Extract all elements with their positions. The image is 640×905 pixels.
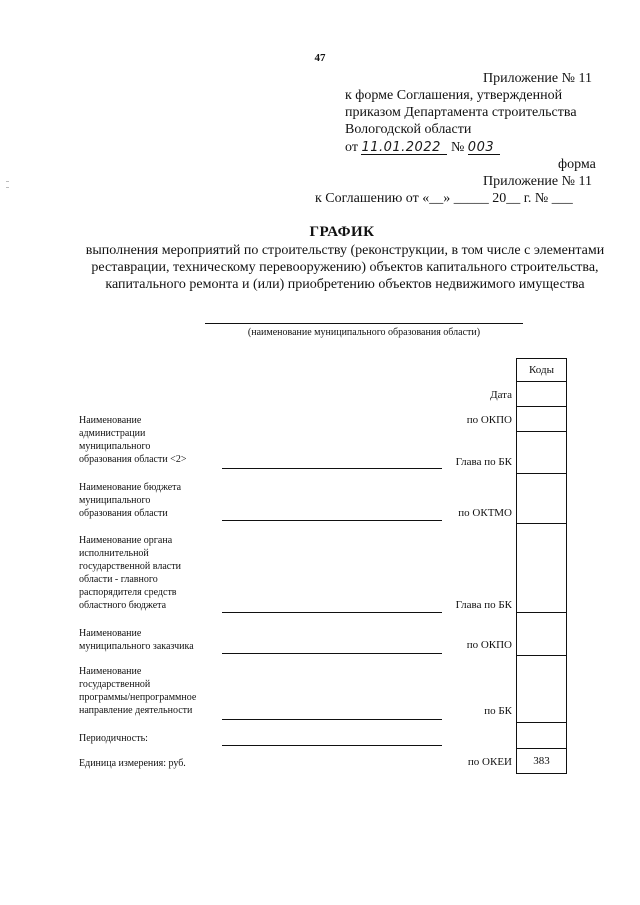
handwritten-number: 003 <box>467 140 495 155</box>
header-form-of-agreement: к форме Соглашения, утвержденной <box>345 88 563 103</box>
ot-label: от <box>345 140 358 155</box>
code-cell-glava-bk <box>516 431 567 474</box>
header-appendix: Приложение № 11 <box>483 71 592 86</box>
handwritten-date: 11.01.2022 <box>361 140 441 155</box>
fill-line-budget <box>222 520 442 521</box>
fill-line-organ <box>222 612 442 613</box>
fill-line-periodicity <box>222 745 442 746</box>
code-cell-glava-bk-2 <box>516 523 567 613</box>
code-cell-period <box>516 722 567 749</box>
codes-header: Коды <box>516 358 567 382</box>
row-label-organ: Наименование органа исполнительной государственной власти области - главного распорядителя средств областного бюджета <box>79 535 181 611</box>
row-label-unit: Единица измерения: руб. <box>79 758 186 769</box>
document-subtitle: выполнения мероприятий по строительству (реконструкции, в том числе с элементами реставрации, техническому перевооружению) объектов капитального строительства, капитального ремонта и (или) приобретению объектов недвижимого имущества <box>85 243 605 292</box>
municipality-line <box>205 323 523 324</box>
fill-line-customer <box>222 653 442 654</box>
code-label-okpo: по ОКПО <box>466 414 512 426</box>
document-title: ГРАФИК <box>309 224 375 240</box>
header-order: приказом Департамента строительства <box>345 105 577 120</box>
code-label-okei: по ОКЕИ <box>467 756 512 768</box>
code-label-bk: по БК <box>484 705 512 717</box>
row-label-periodicity: Периодичность: <box>79 733 148 744</box>
code-cell-oktmo <box>516 473 567 524</box>
number-label: № <box>450 140 465 155</box>
handwritten-number-field <box>468 139 500 155</box>
code-cell-bk <box>516 655 567 723</box>
form-appendix: Приложение № 11 <box>483 174 592 189</box>
code-label-okpo-2: по ОКПО <box>466 639 512 651</box>
code-label-glava-bk: Глава по БК <box>455 456 512 468</box>
row-label-customer: Наименование муниципального заказчика <box>79 628 194 652</box>
page-number: 47 <box>314 52 326 64</box>
row-label-program: Наименование государственной программы/непрограммное направление деятельности <box>79 666 197 716</box>
code-cell-okei: 383 <box>516 748 567 774</box>
code-cell-okpo-2 <box>516 612 567 656</box>
scan-mark <box>6 181 9 182</box>
form-label: форма <box>558 157 596 172</box>
code-label-glava-bk-2: Глава по БК <box>455 599 512 611</box>
row-label-administration: Наименование администрации муниципального образования области <2> <box>79 415 187 465</box>
code-label-oktmo: по ОКТМО <box>458 507 512 519</box>
header-region: Вологодской области <box>345 122 472 137</box>
handwritten-date-field <box>361 139 447 155</box>
code-cell-date <box>516 381 567 407</box>
code-label-date: Дата <box>490 389 512 401</box>
header-date-line <box>345 139 500 156</box>
scan-mark <box>6 187 9 188</box>
fill-line-program <box>222 719 442 720</box>
row-label-budget: Наименование бюджета муниципального образования области <box>79 482 182 519</box>
agreement-line: к Соглашению от «__» _____ 20__ г. № ___ <box>315 191 573 206</box>
fill-line-administration <box>222 468 442 469</box>
code-cell-okpo <box>516 406 567 432</box>
municipality-caption: (наименование муниципального образования области) <box>247 327 481 338</box>
